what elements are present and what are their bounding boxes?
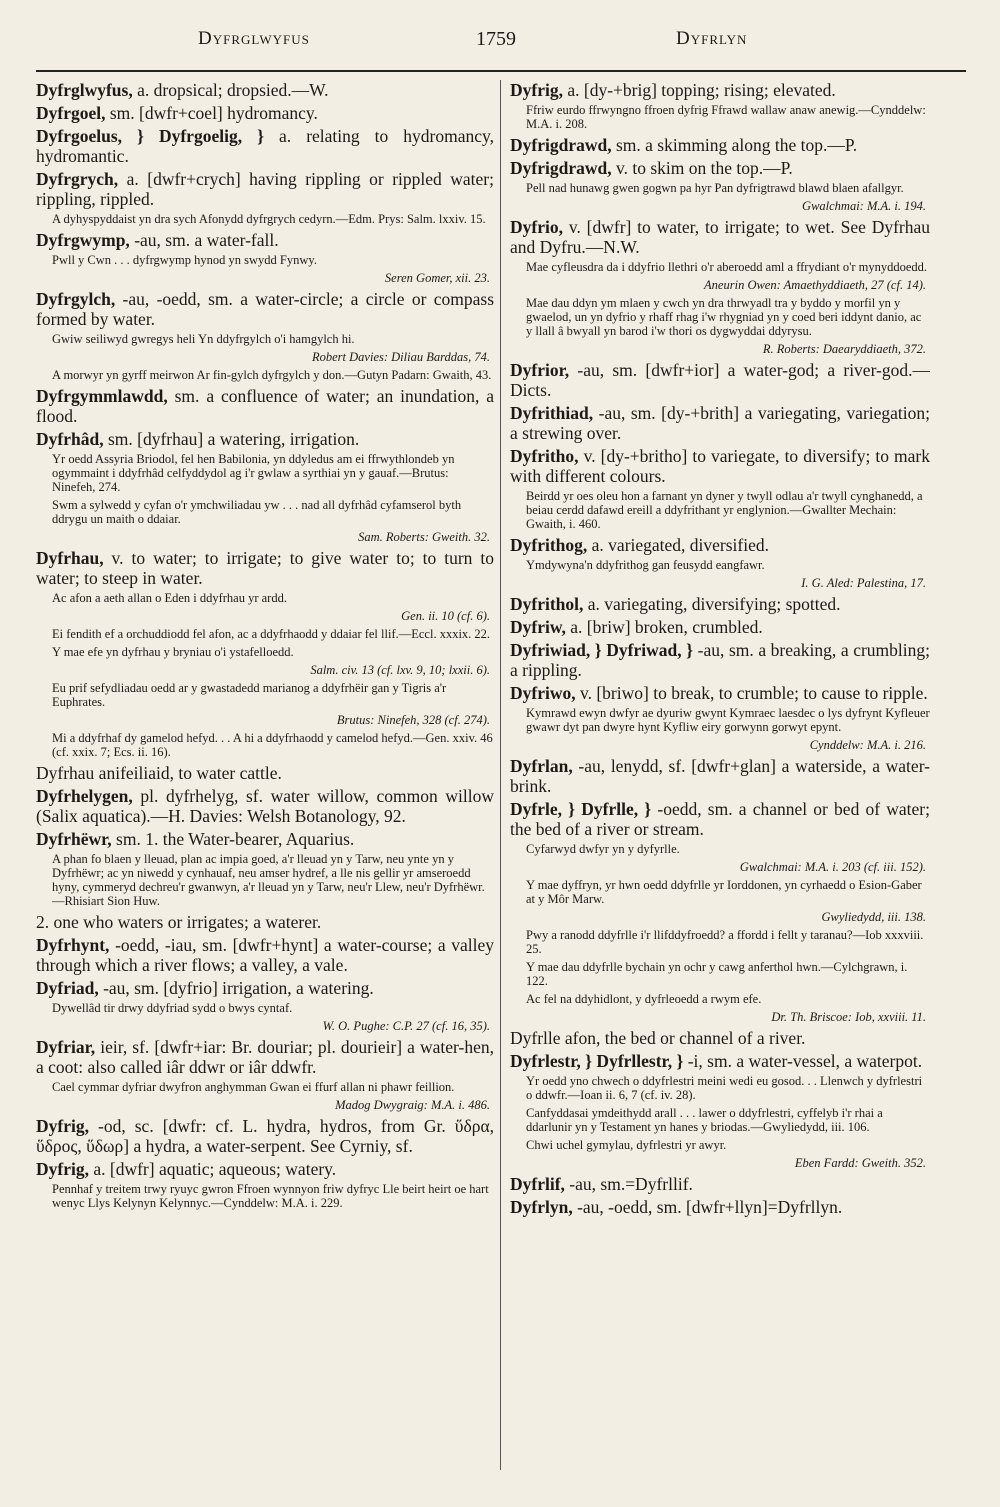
dictionary-entry [36,126,494,166]
header-right-guideword: Dyfrlyn [676,28,748,49]
headword: Dyfrlyn, [510,1197,573,1217]
definition: a. [dwfr+crych] having rippling or rippled water; rippling, rippled. [36,169,494,209]
definition: -au, -oedd, sm. a water-circle; a circle or compass formed by water. [36,289,494,329]
dictionary-entry [36,786,494,826]
headword: Dyfrig, [36,1116,89,1136]
citation-quote: Dywellâd tir drwy ddyfriad sydd o bwys cyntaf. [52,1001,293,1015]
citation-quote: Yr oedd yno chwech o ddyfrlestri meini wedi eu gosod. . . Llenwch y dyfrlestri o ddwfr.—Ioan ii. 6, 7 (cf. iv. 28). [526,1074,923,1102]
citation-quote: Ymdywyna'n ddyfrithog gan feusydd eangfawr. [526,558,765,572]
citation-quote: Chwi uchel gymylau, dyfrlestri yr awyr. [526,1138,727,1152]
dictionary-entry [510,683,930,703]
definition: a. [dy-+brig] topping; rising; elevated. [567,80,836,100]
headword: Dyfrglwyfus, [36,80,133,100]
citation-quote: Canfyddasai ymdeithydd arall . . . lawer o ddyfrlestri, cyffelyb i'r rhai a ddarlunir yn y Testament yn hanes y briodas.—Gwyliedydd, iii. 106. [526,1106,883,1134]
dictionary-entry [36,1037,494,1077]
definition: v. [dy-+britho] to variegate, to diversify; to mark with different colours. [510,446,930,486]
dictionary-entry [36,169,494,209]
dictionary-entry [510,535,930,555]
dictionary-entry [36,80,494,100]
headword: Dyfrgoel, [36,103,106,123]
citation-quote: Y mae dyffryn, yr hwn oedd ddyfrlle yr Iorddonen, yn cyrhaedd o Esion-Gaber at y Môr Marw. [526,878,922,906]
dictionary-entry [510,403,930,443]
definition: a. variegating, diversifying; spotted. [587,594,841,614]
citation-quote: Mae dau ddyn ym mlaen y cwch yn dra thrwyadl tra y byddo y morfil yn y gwaelod, un yn dyfrio y rhaff rhag i'w rhygniad yn y coed beri iddynt danio, ac y llall â bwyall yn barod i'w thori os dygwyddai ddyrysu. [526,296,922,338]
headword: Dyfrlif, [510,1174,565,1194]
headword: Dyfrgrych, [36,169,119,189]
dictionary-entry [510,1051,930,1071]
citation-quote: Yr oedd Assyria Briodol, fel hen Babilonia, yn ddyledus am ei ffrwythlondeb yn ogymmaint i ddyfrhâd celfyddydol ag i'r gwlaw a syrthiai yn y gauaf.—Brutus: Ninefeh, 274. [52,452,455,494]
headword: Dyfriwo, [510,683,576,703]
headword: Dyfrhëwr, [36,829,112,849]
definition: -au, sm. a breaking, a crumbling; a rippling. [510,640,930,680]
definition: sm. a confluence of water; an inundation, a flood. [36,386,494,426]
citation-source: Gwyliedydd, iii. 138. [821,910,926,924]
definition: -oedd, sm. a channel or bed of water; the bed of a river or stream. [510,799,930,839]
headword: Dyfrhelygen, [36,786,133,806]
headword: Dyfrgwymp, [36,230,130,250]
column-divider [500,80,501,1470]
headword: Dyfriar, [36,1037,96,1057]
dictionary-entry [36,978,494,998]
headword: Dyfrgoelus, } Dyfrgoelig, } [36,126,264,146]
citation-quote: A morwyr yn gyrff meirwon Ar fin-gylch dyfrgylch y don.—Gutyn Padarn: Gwaith, 43. [52,368,492,382]
citation-source: Eben Fardd: Gweith. 352. [794,1156,926,1170]
citation-quote: Mi a ddyfrhaf dy gamelod hefyd. . . A hi a ddyfrhaodd y camelod hefyd.—Gen. xxiv. 46 (cf. xxix. 7; Ecs. ii. 16). [52,731,493,759]
definition: -au, sm. [dyfrio] irrigation, a watering. [103,978,374,998]
citation-quote: Y mae efe yn dyfrhau y bryniau o'i ystafelloedd. [52,645,294,659]
definition: sm. [dyfrhau] a watering, irrigation. [107,429,360,449]
definition: sm. a skimming along the top.—P. [615,135,858,155]
definition: pl. dyfrhelyg, sf. water willow, common willow (Salix aquatica).—H. Davies: Welsh Botanology, 92. [36,786,494,826]
dictionary-entry [36,289,494,329]
headword: Dyfrithol, [510,594,584,614]
definition: v. to skim on the top.—P. [615,158,793,178]
citation-source: Dr. Th. Briscoe: Iob, xxviii. 11. [771,1010,926,1024]
headword: Dyfrhâd, [36,429,104,449]
headword: Dyfritho, [510,446,579,466]
header-left-guideword: Dyfrglwyfus [198,28,310,49]
citation-quote: Swm a sylwedd y cyfan o'r ymchwiliadau yw . . . nad all dyfrhâd cyfamserol byth ddrygu un maith o ddaiar. [52,498,462,526]
dictionary-entry [510,80,930,100]
definition: -au, -oedd, sm. [dwfr+llyn]=Dyfrllyn. [577,1197,843,1217]
citation-quote: Pwll y Cwn . . . dyfrgwymp hynod yn swydd Fynwy. [52,253,317,267]
dictionary-entry [510,1197,930,1217]
dictionary-entry [510,1174,930,1194]
dictionary-entry [510,756,930,796]
dictionary-entry [510,217,930,257]
page-number: 1759 [476,28,516,50]
dictionary-entry [510,617,930,637]
citation-quote: Eu prif sefydliadau oedd ar y gwastadedd marianog a ddyfrhëir gan y Tigris a'r Euphrates. [52,681,447,709]
citation-quote: Cyfarwyd dwfyr yn y dyfyrlle. [526,842,680,856]
citation-quote: Y mae dau ddyfrlle bychain yn ochr y cawg anferthol hwn.—Cylchgrawn, i. 122. [526,960,908,988]
citation-quote: Gwiw seiliwyd gwregys heli Yn ddyfrgylch o'i hamgylch hi. [52,332,355,346]
citation-source: Cynddelw: M.A. i. 216. [809,738,926,752]
headword: Dyfrior, [510,360,570,380]
definition: -au, sm. [dwfr+ior] a water-god; a river-god.—Dicts. [510,360,930,400]
dictionary-entry [36,103,494,123]
headword: Dyfrgymmlawdd, [36,386,168,406]
headword: Dyfriw, [510,617,566,637]
dictionary-entry [36,429,494,449]
definition: -i, sm. a water-vessel, a waterpot. [687,1051,923,1071]
headword: Dyfrio, [510,217,563,237]
definition: sm. 1. the Water-bearer, Aquarius. [116,829,355,849]
headword: Dyfrigdrawd, [510,135,612,155]
definition: v. [dwfr] to water, to irrigate; to wet. See Dyfrhau and Dyfru.—N.W. [510,217,930,257]
definition: a. dropsical; dropsied.—W. [137,80,329,100]
dictionary-entry [510,158,930,178]
headword: Dyfrgylch, [36,289,116,309]
definition: -au, sm.=Dyfrllif. [569,1174,693,1194]
dictionary-entry [36,935,494,975]
definition: a. variegated, diversified. [591,535,770,555]
citation-source: Madog Dwygraig: M.A. i. 486. [335,1098,490,1112]
dictionary-entry [36,230,494,250]
definition: -od, sc. [dwfr: cf. L. hydra, hydros, from Gr. ὕδρα, ὕδρος, ὕδωρ] a hydra, a water-serpent. See Cyrniy, sf. [36,1116,494,1156]
citation-quote: Ffriw eurdo ffrwyngno ffroen dyfrig Ffrawd wallaw anaw anewig.—Cynddelw: M.A. i. 208. [526,103,926,131]
definition: -au, lenydd, sf. [dwfr+glan] a waterside, a water-brink. [510,756,930,796]
dictionary-entry [510,446,930,486]
citation-quote: Kymrawd ewyn dwfyr ae dyuriw gwynt Kymraec laesdec o lys dyfrynt Kyfleuer gwawr dyt pan dwyre hynt Kyfliw eiry gorwynn gorwyt epynt. [526,706,930,734]
dictionary-entry [510,640,930,680]
citation-quote: Mae cyfleusdra da i ddyfrio llethri o'r aberoedd aml a ffrydiant o'r mynyddoedd. [526,260,928,274]
citation-source: I. G. Aled: Palestina, 17. [801,576,926,590]
left-column [36,80,494,1480]
citation-source: Brutus: Ninefeh, 328 (cf. 274). [336,713,490,727]
citation-quote: Ei fendith ef a orchuddiodd fel afon, ac a ddyfrhaodd y ddaiar fel llif.—Eccl. xxxix. 22. [52,627,491,641]
right-column [510,80,930,1480]
citation-quote: Cael cymmar dyfriar dwyfron anghymman Gwan ei ffurf allan ni phawr feillion. [52,1080,455,1094]
dictionary-entry [36,386,494,426]
dictionary-entry [36,1159,494,1179]
headword: Dyfrle, } Dyfrlle, } [510,799,652,819]
definition: -au, sm. [dy-+brith] a variegating, variegation; a strewing over. [510,403,930,443]
citation-source: Gen. ii. 10 (cf. 6). [401,609,490,623]
citation-source: Gwalchmai: M.A. i. 194. [802,199,926,213]
citation-source: Seren Gomer, xii. 23. [384,271,490,285]
headword: Dyfrhau, [36,548,104,568]
citation-source: Salm. civ. 13 (cf. lxv. 9, 10; lxxii. 6). [310,663,490,677]
dictionary-entry [510,135,930,155]
dictionary-entry [510,594,930,614]
citation-source: Aneurin Owen: Amaethyddiaeth, 27 (cf. 14). [704,278,926,292]
definition: v. [briwo] to break, to crumble; to cause to ripple. [579,683,928,703]
citation-source: R. Roberts: Daearyddiaeth, 372. [762,342,926,356]
citation-quote: A dyhyspyddaist yn dra sych Afonydd dyfrgrych cedyrn.—Edm. Prys: Salm. lxxiv. 15. [52,212,486,226]
dictionary-entry [510,360,930,400]
headword: Dyfrigdrawd, [510,158,612,178]
definition: -oedd, -iau, sm. [dwfr+hynt] a water-course; a valley through which a river flows; a valley, a vale. [36,935,494,975]
headword: Dyfrlestr, } Dyfrllestr, } [510,1051,684,1071]
citation-quote: Pennhaf y treitem trwy ryuyc gwron Ffroen wynnyon friw dyfryc Lle beirt heirt oe hart wenyc Llys Kelynyn Kelynnyc.—Cynddelw: M.A. i. 229. [52,1182,489,1210]
sub-sense: 2. one who waters or irrigates; a waterer. [36,912,322,932]
dictionary-entry [510,799,930,839]
definition: v. to water; to irrigate; to give water to; to turn to water; to steep in water. [36,548,494,588]
dictionary-entry [36,1116,494,1156]
dictionary-entry [36,829,494,849]
headword: Dyfrithog, [510,535,588,555]
dictionary-entry [36,548,494,588]
citation-quote: Ac fel na ddyhidlont, y dyfrleoedd a rwym efe. [526,992,762,1006]
definition: a. relating to hydromancy, hydromantic. [36,126,494,166]
headword: Dyfrig, [510,80,563,100]
citation-quote: Pwy a ranodd ddyfrlle i'r llifddyfroedd? a ffordd i fellt y taranau?—Iob xxxviii. 25. [526,928,924,956]
sub-sense: Dyfrlle afon, the bed or channel of a river. [510,1028,806,1048]
headword: Dyfrlan, [510,756,573,776]
definition: a. [briw] broken, crumbled. [570,617,763,637]
sub-sense: Dyfrhau anifeiliaid, to water cattle. [36,763,282,783]
citation-quote: A phan fo blaen y lleuad, plan ac impia goed, a'r lleuad yn y Tarw, neu ynte yn y Dyfrhëwr; ac yn niwedd y cynhauaf, neu amser hydref, a lle nis gellir yr amseroedd hyny, cymmeryd dechreu'r gwanwyn, a'r lleuad yn y Tarw, neu'r Llew, neu'r Dyfrhëwr.—Rhisiart Sion Huw. [52,852,485,908]
headword: Dyfrig, [36,1159,89,1179]
definition: sm. [dwfr+coel] hydromancy. [109,103,318,123]
definition: -au, sm. a water-fall. [134,230,279,250]
definition: ieir, sf. [dwfr+iar: Br. douriar; pl. dourieir] a water-hen, a coot: also called iâr ddwr or iâr ddwfr. [36,1037,494,1077]
headword: Dyfrithiad, [510,403,594,423]
citation-source: Robert Davies: Diliau Barddas, 74. [312,350,490,364]
citation-source: Sam. Roberts: Gweith. 32. [358,530,490,544]
definition: a. [dwfr] aquatic; aqueous; watery. [93,1159,337,1179]
citation-source: W. O. Pughe: C.P. 27 (cf. 16, 35). [322,1019,490,1033]
page-header [36,28,966,64]
headword: Dyfriwiad, } Dyfriwad, } [510,640,694,660]
headword: Dyfriad, [36,978,99,998]
headword: Dyfrhynt, [36,935,110,955]
citation-quote: Ac afon a aeth allan o Eden i ddyfrhau yr ardd. [52,591,287,605]
citation-quote: Beirdd yr oes oleu hon a farnant yn dyner y twyll odlau a'r twyll cynghanedd, a beiau cerdd dafawd ereill a ddyfrithant yr englynion.—Gwallter Mechain: Gwaith, i. 460. [526,489,923,531]
header-rule [36,70,966,72]
citation-source: Gwalchmai: M.A. i. 203 (cf. iii. 152). [739,860,926,874]
citation-quote: Pell nad hunawg gwen gogwn pa hyr Pan dyfrigtrawd blawd blaen afallgyr. [526,181,904,195]
